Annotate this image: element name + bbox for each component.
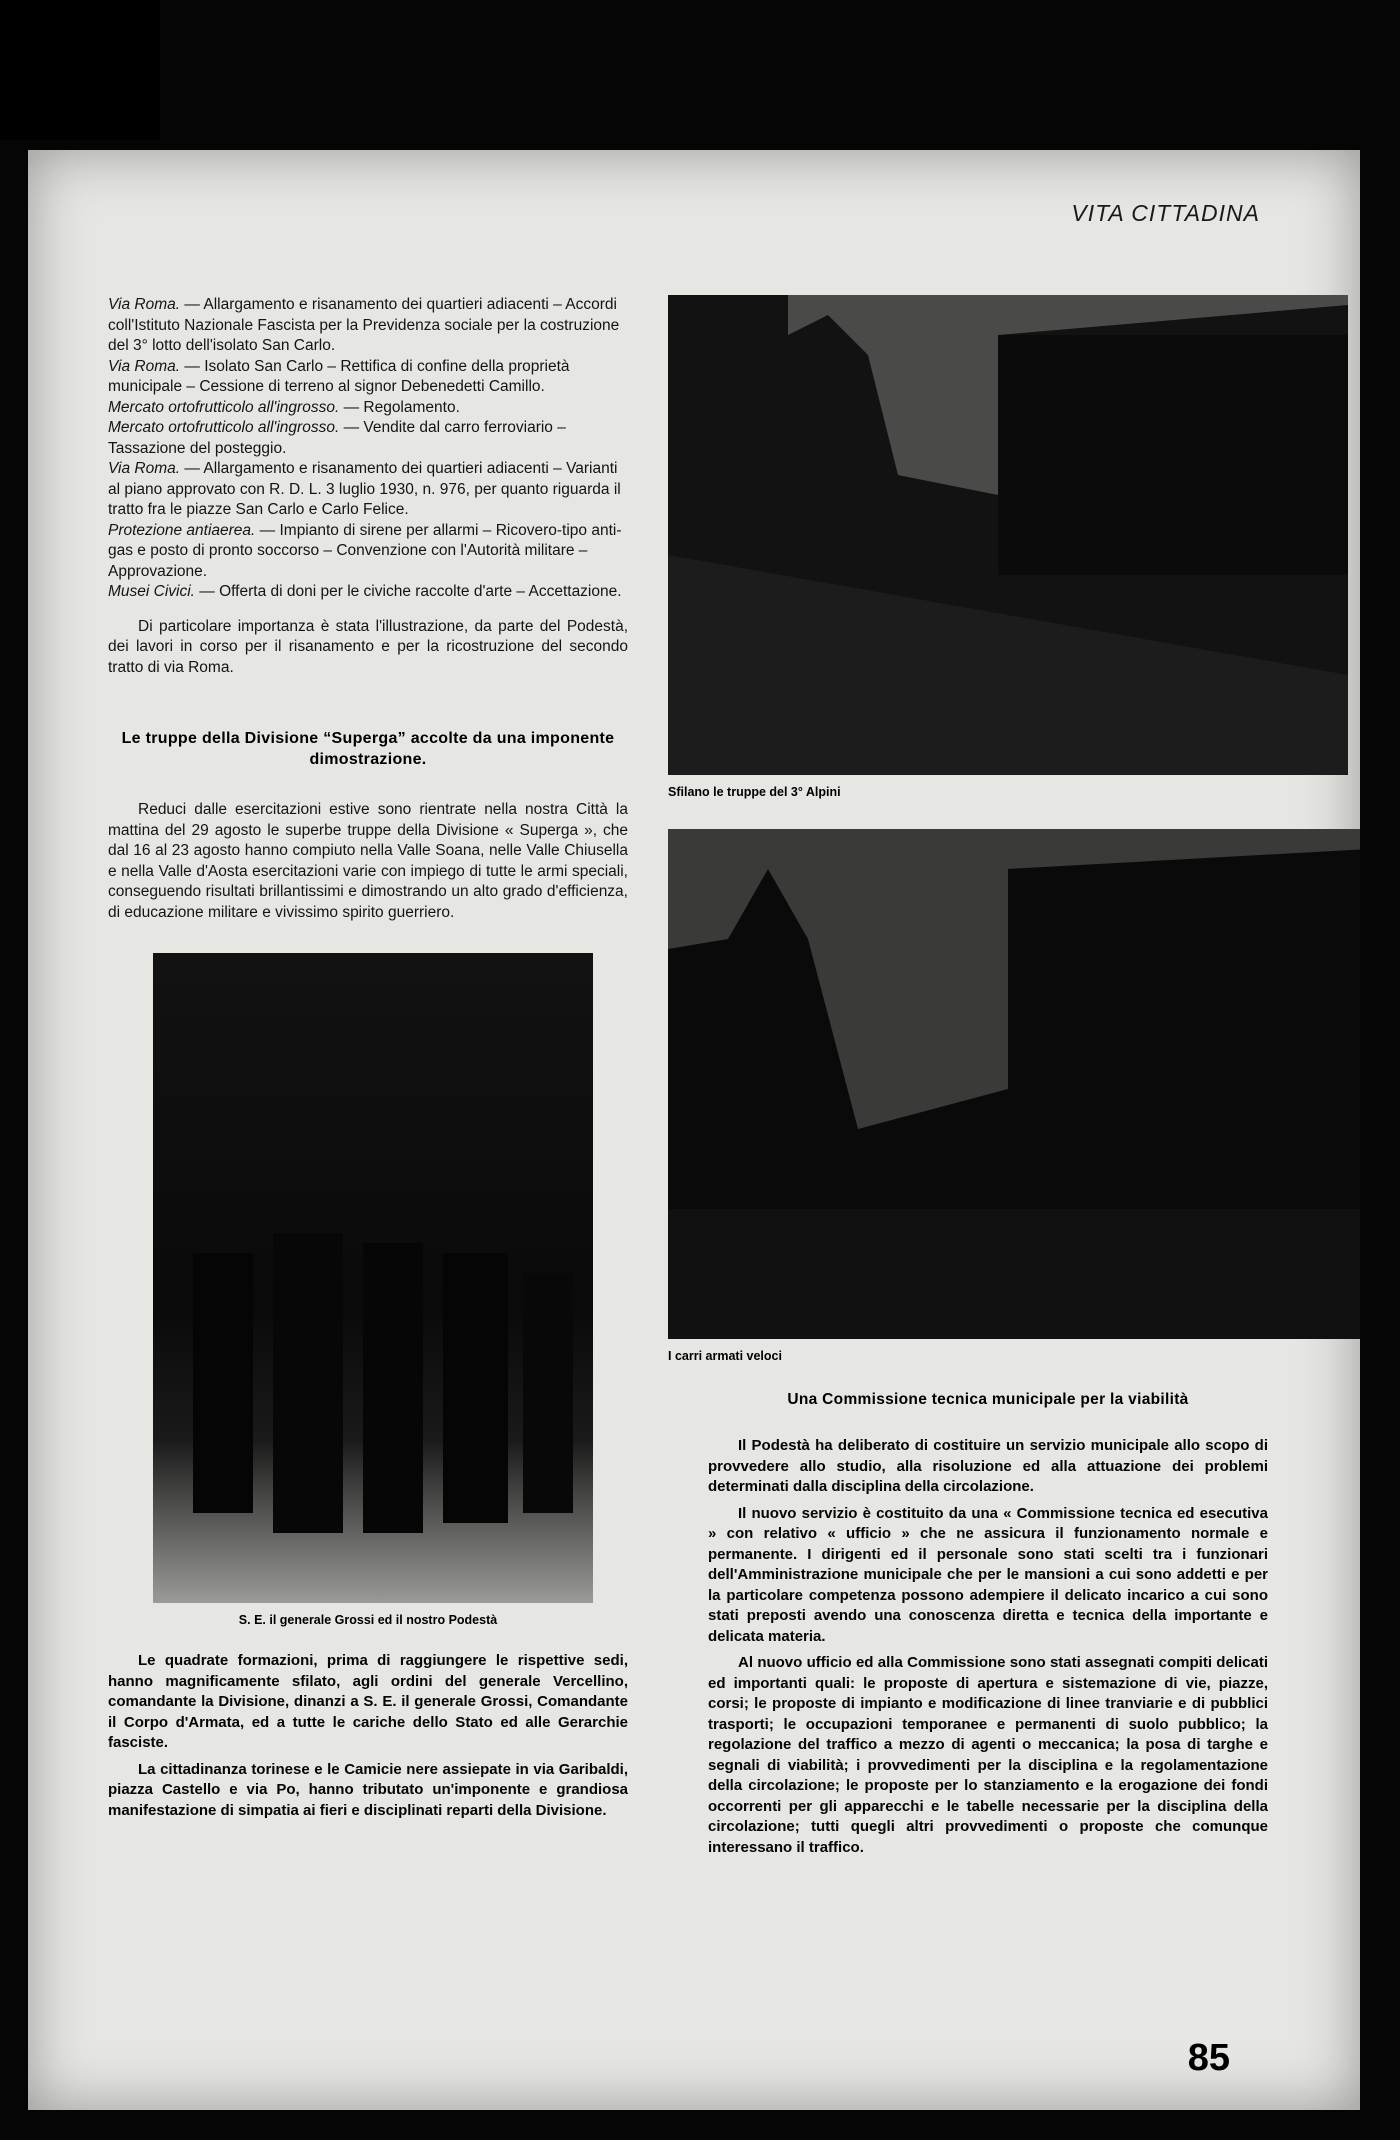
right-column: [648, 295, 1348, 1858]
article-paragraph: Al nuovo ufficio ed alla Commissione sono stati assegnati compiti delicati ed importanti quali: le proposte di apertura e sistemazione di vie, piazze, corsi; le proposte di impianto e modificazione di linee tranviarie e di pubblici trasporti; le occupazioni temporanee e permanenti di suolo pubblico; la regolazione del traffico a mezzo di agenti o meccanica; la posa di targhe e segnali di viabilità; i provvedimenti per la disciplina e la regolamentazione della circolazione; le proposte per lo stanziamento e la erogazione dei fondi occorrenti per gli apparecchi e le tabelle necessarie per la disciplina della circolazione; tutti quegli altri provvedimenti o proposte che comunque interessano il traffico.: [708, 1654, 1268, 1856]
list-item: Protezione antiaerea. — Impianto di sirene per allarmi – Ricovero-tipo anti-gas e posto di pronto soccorso – Convenzione con l'Autorità militare – Approvazione.: [108, 521, 622, 580]
photo-alpini-parade: [668, 295, 1348, 775]
photo-scene: [668, 829, 1360, 1339]
article-headline: Una Commissione tecnica municipale per la viabilità: [787, 1391, 1189, 1408]
article-headline: Le truppe della Divisione “Superga” accolte da una imponente dimostrazione.: [121, 730, 615, 768]
page-number: 85: [1187, 2037, 1230, 2079]
list-item: Mercato ortofrutticolo all'ingrosso. — Regolamento.: [108, 398, 460, 416]
list-item: Via Roma. — Allargamento e risanamento dei quartieri adiacenti – Varianti al piano approvato con R. D. L. 3 luglio 1930, n. 976, per quanto riguarda il tratto fra le piazze San Carlo e Carlo Felice.: [108, 460, 621, 518]
article-paragraph: Le quadrate formazioni, prima di raggiungere le rispettive sedi, hanno magnificamente sfilato, agli ordini del generale Vercellino, comandante la Divisione, dinanzi a S. E. il generale Grossi, Comandante il Corpo d'Armata, ed a tutte le cariche dello Stato ed alle Gerarchie fasciste.: [108, 1652, 628, 1751]
list-item: Mercato ortofrutticolo all'ingrosso. — Vendite dal carro ferroviario – Tassazione del posteggio.: [108, 419, 566, 457]
article-paragraph: Il Podestà ha deliberato di costituire un servizio municipale allo scopo di provvedere allo studio, alla risoluzione ed alla attuazione dei problemi determinati dalla disciplina della circolazione.: [708, 1437, 1268, 1495]
article-viabilita: [708, 1389, 1268, 1858]
magazine-page: [28, 150, 1360, 2110]
list-item: Musei Civici. — Offerta di doni per le civiche raccolte d'arte – Accettazione.: [108, 583, 622, 600]
left-column: [108, 295, 628, 1821]
photo-caption: I carri armati veloci: [668, 1349, 782, 1363]
scan-border: [0, 0, 160, 140]
photo-scene: [668, 295, 1348, 775]
photo-armored-cars: [668, 829, 1360, 1339]
article-paragraph: Il nuovo servizio è costituito da una « Commissione tecnica ed esecutiva » con relativo « ufficio » che ne assicura il funzionamento normale e permanente. I dirigenti ed il personale sono stati scelti tra i funzionari dell'Amministrazione municipale che per le mansioni a cui sono addetti e per la particolare competenza possono adempiere il delicato incarico a cui sono stati preposti avendo una conoscenza diretta e tecnica della importante e delicata materia.: [708, 1504, 1268, 1645]
list-item: Via Roma. — Allargamento e risanamento dei quartieri adiacenti – Accordi coll'Istituto Nazionale Fascista per la Previdenza sociale per la costruzione del 3° lotto dell'isolato San Carlo.: [108, 296, 620, 354]
article-paragraph: La cittadinanza torinese e le Camicie nere assiepate in via Garibaldi, piazza Castello e via Po, hanno tributato un'imponente e grandiosa manifestazione di simpatia ai fieri e disciplinati reparti della Divisione.: [108, 1760, 628, 1819]
deliberations-list: [108, 295, 628, 603]
list-item: Via Roma. — Isolato San Carlo – Rettifica di confine della proprietà municipale – Cessione di terreno al signor Debenedetti Camillo.: [108, 357, 570, 395]
photo-silhouettes: [153, 953, 593, 1603]
photo-caption: S. E. il generale Grossi ed il nostro Podestà: [238, 1613, 498, 1627]
article-paragraph: Reduci dalle esercitazioni estive sono rientrate nella nostra Città la mattina del 29 agosto le superbe truppe della Divisione « Superga », che dal 16 al 23 agosto hanno compiuto nella Valle Soana, nelle Valle Chiusella e nella Valle d'Aosta esercitazioni varie con impiego di tutte le armi speciali, conseguendo risultati brillantissimi e dimostrando un alto grado d'efficienza, di educazione militare e vivissimo spirito guerriero.: [108, 801, 628, 921]
intro-paragraph: Di particolare importanza è stata l'illustrazione, da parte del Podestà, dei lavori in corso per il risanamento e per la ricostruzione del secondo tratto di via Roma.: [108, 617, 628, 676]
photo-general-grossi: [153, 953, 593, 1603]
running-head: VITA CITTADINA: [1071, 200, 1260, 226]
photo-caption: Sfilano le truppe del 3° Alpini: [668, 785, 841, 799]
